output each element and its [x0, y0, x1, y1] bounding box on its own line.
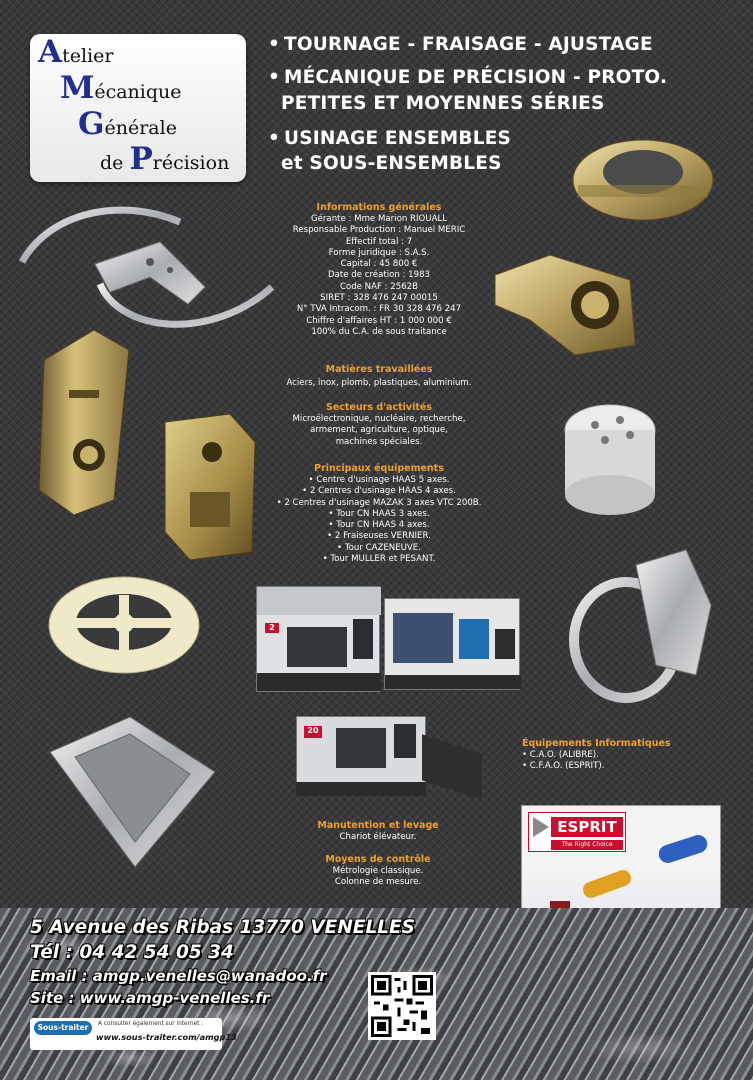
haas-machine-1-image — [256, 586, 380, 692]
equipment-line: • 2 Centres d'usinage HAAS 4 axes. — [302, 486, 456, 497]
control-line: Métrologie classique. — [332, 866, 424, 876]
materials-title: Matières travaillées — [325, 364, 433, 375]
handling-title: Manutention et levage — [317, 820, 439, 831]
control-line: Colonne de mesure. — [334, 877, 422, 888]
info-line: Chiffre d'affaires HT : 1 000 000 € — [306, 315, 452, 326]
equipment-line: • 2 Centres d'usinage MAZAK 3 axes VTC 200B. — [276, 497, 482, 508]
info-line: Forme juridique : S.A.S. — [328, 247, 430, 258]
info-line: N° TVA Intracom. : FR 30 328 476 247 — [296, 304, 462, 315]
sectors-line: armement, agriculture, optique, — [310, 425, 448, 436]
address-text: 5 Avenue des Ribas 13770 VENELLES — [30, 917, 415, 938]
qr-code-icon[interactable] — [368, 972, 436, 1040]
esprit-brand-text: ESPRIT — [551, 817, 623, 837]
it-equipment-section — [522, 738, 722, 773]
haas-lathe-image — [296, 716, 486, 798]
info-general-section — [270, 202, 488, 338]
info-line: Code NAF : 2562B — [339, 281, 419, 292]
sous-traiter-note: A consulter également sur internet : — [98, 1021, 204, 1027]
handling-section — [268, 820, 488, 843]
website-link[interactable]: Site : www.amgp-venelles.fr — [30, 989, 270, 1007]
headline-usinage: • USINAGE ENSEMBLES — [268, 128, 512, 149]
sectors-title: Secteurs d'activités — [326, 402, 432, 413]
ceramic-cylinder-part-image — [560, 400, 660, 520]
headline-series: PETITES ET MOYENNES SÉRIES — [281, 93, 605, 114]
info-line: 100% du C.A. de sous traitance — [311, 326, 447, 337]
it-equipment-line: • C.A.O. (ALIBRE). — [522, 750, 599, 760]
materials-line: Aciers, inox, plomb, plastiques, aluminium. — [286, 378, 472, 388]
equipment-line: • Tour CAZENEUVE. — [337, 542, 421, 553]
equipment-title: Principaux équipements — [314, 463, 444, 474]
phone-text: Tél : 04 42 54 05 34 — [30, 942, 234, 963]
equipment-line: • Tour MULLER et PESANT. — [322, 554, 436, 565]
alu-tray-part-image — [40, 712, 220, 872]
it-equipment-line: • C.F.A.O. (ESPRIT). — [522, 761, 605, 772]
info-line: SIRET : 328 476 247 00015 — [320, 293, 438, 304]
logo-line-precision: de Précision — [100, 141, 230, 177]
alu-frame-part-image — [566, 545, 716, 705]
headline-mecanique: • MÉCANIQUE DE PRÉCISION - PROTO. — [268, 67, 668, 88]
logo-line-mecanique: Mécanique — [60, 70, 182, 106]
control-section — [268, 854, 488, 889]
info-line: Date de création : 1983 — [327, 270, 431, 281]
brass-housing-part-image — [160, 412, 260, 562]
esprit-mark-icon — [533, 817, 549, 837]
email-link[interactable]: Email : amgp.venelles@wanadoo.fr — [30, 967, 327, 985]
handling-line: Chariot élévateur. — [339, 832, 417, 842]
equipment-line: • 2 Fraiseuses VERNIER. — [327, 531, 431, 542]
sectors-section — [270, 402, 488, 448]
info-line: Gérante : Mme Marion RIOUALL — [310, 214, 448, 224]
control-title: Moyens de contrôle — [325, 854, 431, 865]
company-logo — [30, 34, 246, 182]
sous-traiter-logo: Sous-traiter — [34, 1021, 92, 1035]
mazak-machine-image — [384, 598, 520, 690]
machine-number-label: 2 — [265, 623, 279, 633]
headline-sous-ensembles: et SOUS-ENSEMBLES — [281, 153, 502, 174]
equipment-line: • Tour CN HAAS 4 axes. — [328, 520, 430, 531]
equipment-line: • Centre d'usinage HAAS 5 axes. — [308, 475, 450, 485]
equipment-line: • Tour CN HAAS 3 axes. — [328, 508, 430, 519]
materials-section — [270, 364, 488, 389]
logo-line-atelier: Atelier — [38, 34, 114, 70]
esprit-logo — [528, 812, 626, 852]
headline-tournage: • TOURNAGE - FRAISAGE - AJUSTAGE — [268, 34, 653, 55]
logo-line-generale: Générale — [78, 106, 177, 142]
brass-mount-part-image — [490, 250, 640, 360]
info-line: Effectif total : 7 — [345, 236, 413, 247]
sectors-line: Microélectronique, nucléaire, recherche, — [292, 414, 466, 424]
info-general-title: Informations générales — [316, 202, 442, 213]
ring-flange-part-image — [568, 130, 718, 230]
plastic-wheel-part-image — [44, 570, 204, 680]
sectors-line: machines spéciales. — [335, 436, 423, 447]
equipment-section — [270, 463, 488, 565]
esprit-tagline-text: The Right Choice — [551, 840, 623, 850]
info-line: Capital : 45 800 € — [340, 259, 418, 270]
sous-traiter-url[interactable]: www.sous-traiter.com/amgp13 — [96, 1032, 237, 1042]
machine-number-label: 20 — [304, 726, 322, 738]
it-equipment-title: Équipements Informatiques — [522, 738, 671, 749]
brass-block-part-image — [34, 300, 134, 520]
info-line: Responsable Production : Manuel MERIC — [292, 225, 466, 236]
sous-traiter-badge[interactable] — [30, 1018, 237, 1050]
